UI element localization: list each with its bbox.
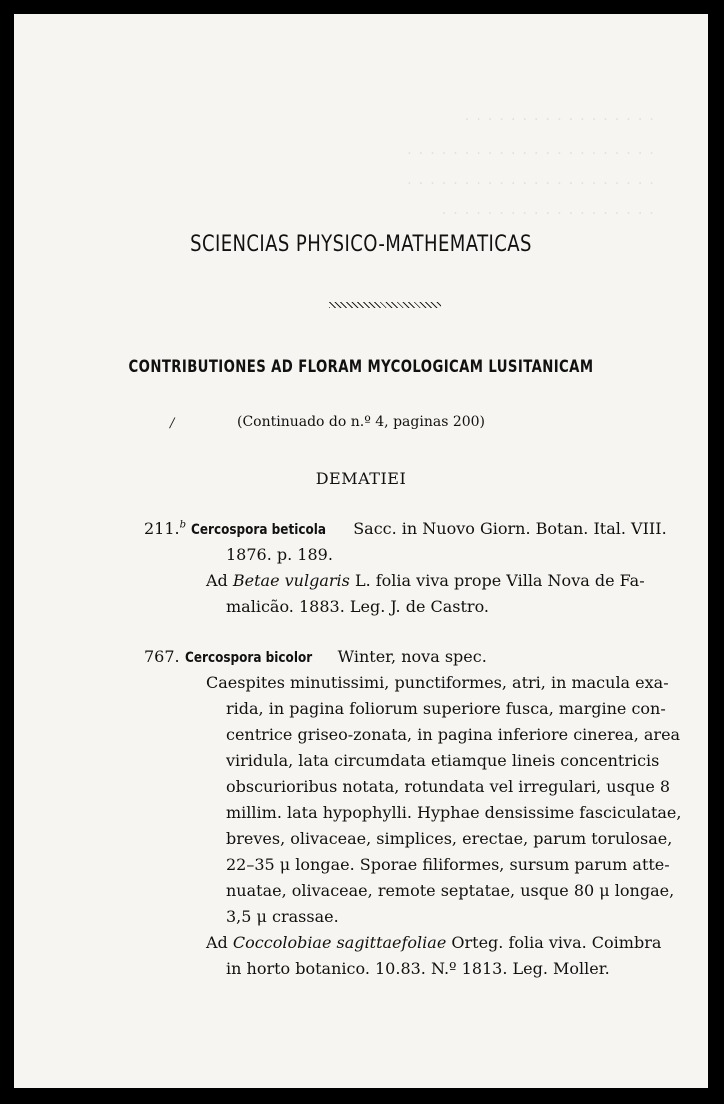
bleed-through-text: . . . . . . . . . . . . . . . . .	[463, 106, 654, 124]
section-title: SCIENCIAS PHYSICO-MATHEMATICAS	[190, 232, 532, 257]
description-line: nuatae, olivaceae, remote septatae, usque 80 μ longae,	[226, 881, 675, 900]
host-locality: Orteg. folia viva. Coimbra	[451, 933, 662, 952]
host-locality: L. folia viva prope Villa Nova de Fa-	[354, 571, 645, 590]
entry-number-superscript: b	[179, 519, 187, 531]
host-prefix: Ad	[206, 571, 228, 590]
continuation-note: (Continuado do n.º 4, paginas 200)	[236, 414, 486, 430]
article-title: CONTRIBUTIONES AD FLORAM MYCOLOGICAM LUSITANICAM	[128, 357, 594, 377]
description-line: 22–35 μ longae. Sporae filiformes, sursum parum atte-	[226, 855, 670, 874]
entry-211-heading	[144, 519, 667, 538]
description-line: centrice griseo-zonata, in pagina inferiore cinerea, area	[226, 725, 681, 744]
description-line: millim. lata hypophylli. Hyphae densissime fasciculatae,	[226, 803, 682, 822]
species-name: Cercospora bicolor	[184, 650, 312, 666]
description-line: breves, olivaceae, simplices, erectae, parum torulosae,	[226, 829, 673, 848]
entry-number: 211.	[144, 519, 180, 538]
description-line: 3,5 μ crassae.	[226, 907, 339, 926]
description-line: viridula, lata circumdata etiamque lineis concentricis	[226, 751, 660, 770]
reference-text: Sacc. in Nuovo Giorn. Botan. Ital. VIII.	[353, 519, 667, 538]
entry-211-host-line	[206, 571, 645, 590]
host-species: Betae vulgaris	[232, 571, 350, 590]
description-line: rida, in pagina foliorum superiore fusca, margine con-	[226, 699, 666, 718]
species-author: Winter, nova spec.	[337, 647, 487, 666]
species-name: Cercospora beticola	[191, 522, 327, 538]
host-prefix: Ad	[206, 933, 228, 952]
description-line: obscurioribus notata, rotundata vel irregulari, usque 8	[226, 777, 671, 796]
margin-mark: /	[170, 416, 175, 431]
entry-211-ref-line: 1876. p. 189.	[226, 545, 333, 564]
entry-767-host-line-2: in horto botanico. 10.83. N.º 1813. Leg. Moller.	[226, 959, 610, 978]
host-species: Coccolobiae sagittaefoliae	[232, 933, 447, 952]
bleed-through-text: . . . . . . . . . . . . . . . . . . . . . .	[405, 170, 654, 188]
document-page	[14, 14, 708, 1088]
entry-767-host-line	[206, 933, 662, 952]
bleed-through-text: . . . . . . . . . . . . . . . . . . .	[440, 200, 654, 218]
entry-211-host-line-2: malicão. 1883. Leg. J. de Castro.	[226, 597, 490, 616]
entry-number: 767.	[144, 647, 180, 666]
ornamental-rule	[329, 302, 441, 308]
description-line: Caespites minutissimi, punctiformes, atri, in macula exa-	[206, 673, 669, 692]
entry-767-heading	[144, 647, 487, 666]
section-subheading: DEMATIEI	[315, 469, 407, 488]
bleed-through-text: . . . . . . . . . . . . . . . . . . . . . .	[405, 140, 654, 158]
